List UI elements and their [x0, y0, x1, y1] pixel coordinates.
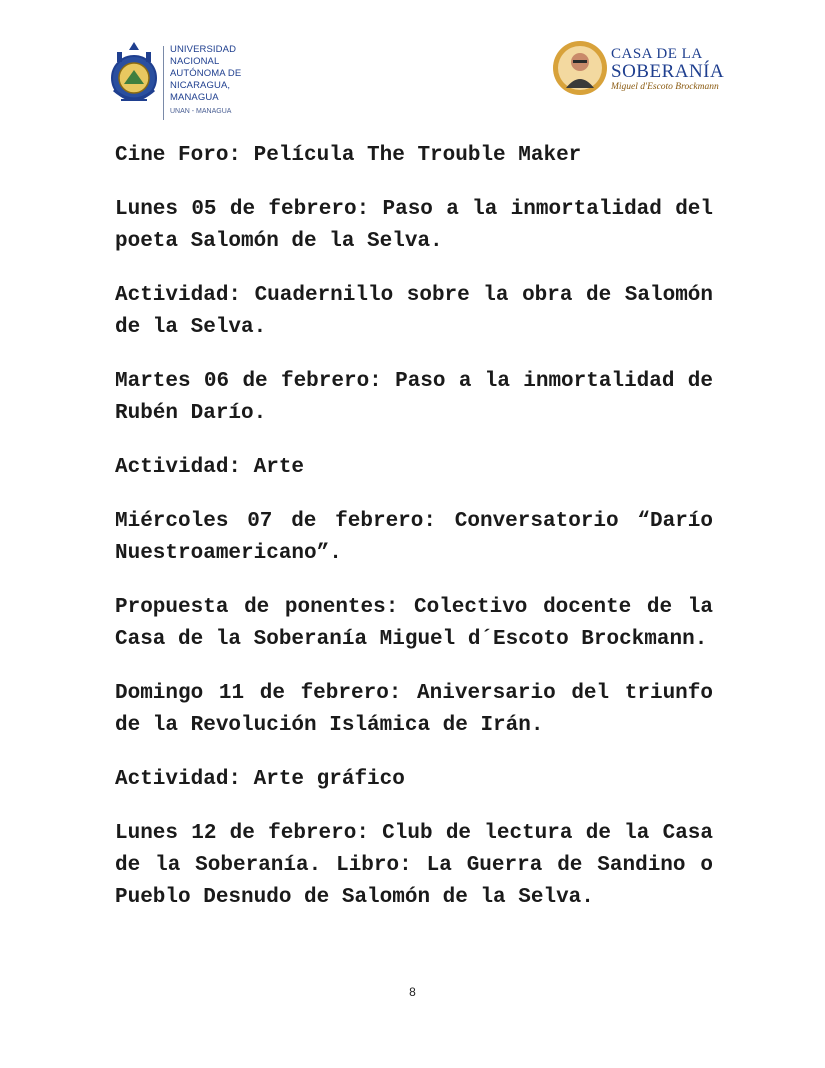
paragraph: Lunes 05 de febrero: Paso a la inmortalidad del poeta Salomón de la Selva.	[115, 198, 713, 253]
casa-line-1: CASA DE LA	[611, 46, 703, 62]
paragraph: Lunes 12 de febrero: Club de lectura de la Casa de la Soberanía. Libro: La Guerra de Sandino o Pueblo Desnudo de Salomón de la Selva.	[115, 822, 713, 909]
paragraph: Actividad: Arte	[115, 456, 305, 479]
casa-wordmark	[611, 46, 724, 93]
casa-soberania-portrait-icon	[552, 40, 608, 96]
page-header	[0, 0, 825, 130]
page-number: 8	[409, 985, 416, 999]
paragraph: Miércoles 07 de febrero: Conversatorio “Darío Nuestroamericano”.	[115, 510, 713, 565]
unan-seal-icon	[109, 40, 159, 110]
unan-line: UNIVERSIDAD	[170, 44, 237, 55]
unan-line: AUTÓNOMA DE	[170, 68, 242, 79]
unan-line: NICARAGUA,	[170, 80, 231, 91]
paragraph: Cine Foro: Película The Trouble Maker	[115, 144, 582, 167]
unan-wordmark	[170, 44, 241, 117]
document-body	[115, 140, 713, 936]
paragraph: Actividad: Arte gráfico	[115, 768, 405, 791]
unan-line: NACIONAL	[170, 56, 220, 67]
paragraph: Propuesta de ponentes: Colectivo docente de la Casa de la Soberanía Miguel d´Escoto Brockmann.	[115, 596, 713, 651]
unan-line: MANAGUA	[170, 92, 219, 103]
paragraph: Actividad: Cuadernillo sobre la obra de Salomón de la Selva.	[115, 284, 713, 339]
paragraph: Domingo 11 de febrero: Aniversario del triunfo de la Revolución Islámica de Irán.	[115, 682, 713, 737]
casa-line-2: SOBERANÍA	[611, 61, 725, 82]
header-divider	[163, 46, 164, 120]
casa-line-3: Miguel d'Escoto Brockmann	[611, 82, 719, 92]
paragraph: Martes 06 de febrero: Paso a la inmortalidad de Rubén Darío.	[115, 370, 713, 425]
unan-subtitle: UNAN - MANAGUA	[170, 108, 232, 115]
